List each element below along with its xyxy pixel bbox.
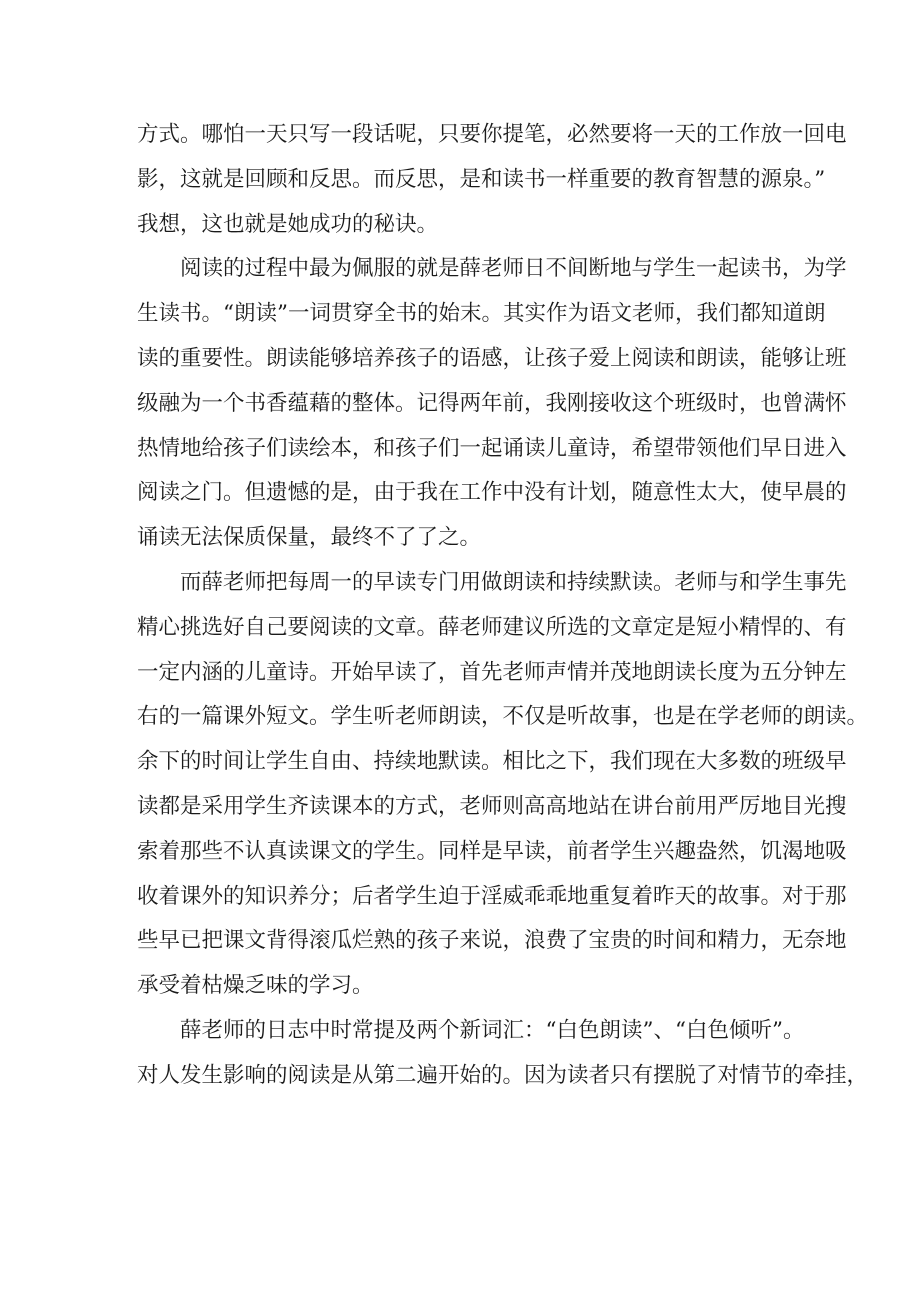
text-line: 影，这就是回顾和反思。而反思，是和读书一样重要的教育智慧的源泉。” (137, 166, 826, 192)
text-line: 我想，这也就是她成功的秘诀。 (137, 211, 439, 237)
text-line: 热情地给孩子们读绘本，和孩子们一起诵读儿童诗，希望带领他们早日进入 (137, 435, 847, 461)
text-line: 读的重要性。朗读能够培养孩子的语感，让孩子爱上阅读和朗读，能够让班 (137, 345, 847, 371)
text-line: 方式。哪怕一天只写一段话呢，只要你提笔，必然要将一天的工作放一回电 (137, 122, 847, 147)
text-line: 精心挑选好自己要阅读的文章。薛老师建议所选的文章定是短小精悍的、有 (137, 614, 847, 640)
text-line: 薛老师的日志中时常提及两个新词汇：“白色朗读”、“白色倾听”。 (180, 1017, 805, 1043)
text-line: 生读书。“朗读”一词贯穿全书的始末。其实作为语文老师，我们都知道朗 (137, 301, 826, 327)
text-line: 索着那些不认真读课文的学生。同样是早读，前者学生兴趣盎然，饥渴地吸 (137, 838, 847, 864)
text-line: 对人发生影响的阅读是从第二遍开始的。因为读者只有摆脱了对情节的牵挂， (137, 1062, 869, 1088)
text-line: 收着课外的知识养分；后者学生迫于淫威乖乖地重复着昨天的故事。对于那 (137, 883, 847, 909)
text-line: 右的一篇课外短文。学生听老师朗读，不仅是听故事，也是在学老师的朗读。 (137, 704, 869, 730)
text-line: 诵读无法保质保量，最终不了了之。 (137, 525, 482, 551)
text-line: 些早已把课文背得滚瓜烂熟的孩子来说，浪费了宝贵的时间和精力，无奈地 (137, 928, 847, 954)
text-line: 级融为一个书香蕴藉的整体。记得两年前，我刚接收这个班级时，也曾满怀 (137, 390, 847, 416)
text-line: 承受着枯燥乏味的学习。 (137, 973, 374, 999)
text-line: 余下的时间让学生自由、持续地默读。相比之下，我们现在大多数的班级早 (137, 749, 847, 775)
paragraph (137, 1009, 869, 1099)
paragraph (137, 247, 847, 561)
paragraph (137, 113, 847, 247)
paragraph (137, 561, 869, 1009)
text-line: 一定内涵的儿童诗。开始早读了，首先老师声情并茂地朗读长度为五分钟左 (137, 659, 847, 685)
text-line: 阅读的过程中最为佩服的就是薛老师日不间断地与学生一起读书，为学 (180, 256, 847, 282)
text-line: 阅读之门。但遗憾的是，由于我在工作中没有计划，随意性太大，使早晨的 (137, 480, 847, 506)
text-line: 而薛老师把每周一的早读专门用做朗读和持续默读。老师与和学生事先 (180, 569, 847, 595)
body-text (137, 113, 869, 1099)
text-line: 读都是采用学生齐读课本的方式，老师则高高地站在讲台前用严厉地目光搜 (137, 793, 847, 819)
